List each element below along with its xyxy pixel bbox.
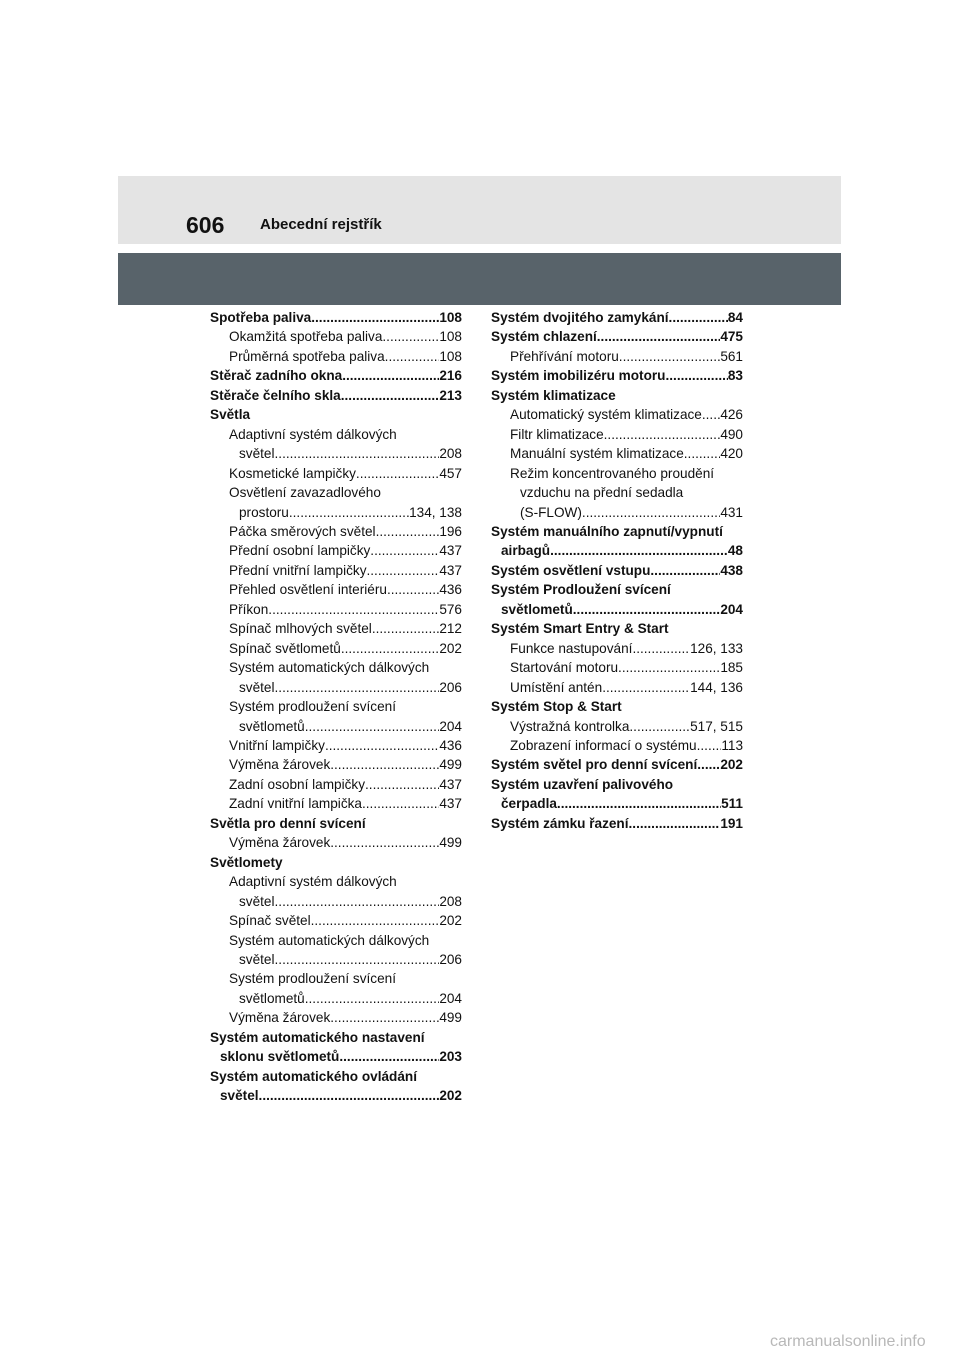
index-heading: Systém prodloužení svícení [229, 699, 396, 715]
dot-leader [629, 814, 721, 833]
page-reference: 202 [439, 640, 462, 656]
page-reference: 202 [439, 1088, 462, 1104]
page-reference: 113 [721, 737, 743, 753]
dot-leader [669, 308, 728, 327]
page-reference: 499 [439, 757, 462, 773]
index-term: Příkon [229, 601, 269, 617]
index-term: Zadní vnitřní lampička [229, 796, 362, 812]
index-entry [210, 1086, 462, 1105]
index-entry [491, 814, 743, 833]
dot-leader [665, 366, 727, 385]
page-reference: 202 [720, 757, 743, 773]
dot-leader [619, 347, 721, 366]
index-entry [210, 600, 462, 619]
index-entry [491, 717, 743, 736]
index-entry [210, 775, 462, 794]
dot-leader [339, 1047, 439, 1066]
page-reference: 576 [439, 601, 462, 617]
page-reference: 108 [439, 310, 462, 325]
index-entry [491, 308, 743, 327]
index-term: Umístění antén [510, 679, 603, 695]
dot-leader [330, 1008, 439, 1027]
index-term: světel [239, 893, 275, 909]
page-reference: 196 [439, 523, 462, 539]
page-reference: 436 [439, 582, 462, 598]
index-entry [491, 541, 743, 560]
index-term: Výměna žárovek [229, 757, 331, 773]
index-heading: Režim koncentrovaného proudění [510, 465, 715, 481]
page-reference: 48 [727, 543, 743, 559]
dot-leader [604, 425, 721, 444]
index-entry [210, 911, 462, 930]
dot-leader [632, 639, 690, 658]
index-entry [491, 561, 743, 580]
dot-leader [385, 347, 440, 366]
index-entry [491, 639, 743, 658]
index-term: Systém zámku řazení [491, 815, 629, 831]
page-reference: 437 [439, 796, 462, 812]
dot-leader [268, 600, 439, 619]
dot-leader [702, 405, 720, 424]
dot-leader [602, 678, 690, 697]
section-band [118, 253, 841, 305]
page-reference: 83 [727, 368, 743, 384]
dot-leader [387, 580, 439, 599]
page-reference: 185 [720, 660, 743, 676]
index-heading: Světla [210, 407, 251, 423]
dot-leader [330, 755, 439, 774]
index-entry [210, 503, 462, 522]
index-entry [210, 522, 462, 541]
page-reference: 126, 133 [690, 640, 743, 656]
page-reference: 203 [439, 1049, 462, 1065]
index-entry [210, 308, 462, 327]
dot-leader [356, 464, 439, 483]
dot-leader [573, 600, 721, 619]
index-entry [491, 347, 743, 366]
index-term: Systém osvětlení vstupu [491, 562, 651, 578]
index-term: Výměna žárovek [229, 835, 331, 851]
dot-leader [305, 717, 440, 736]
dot-leader [330, 833, 439, 852]
index-entry [491, 327, 743, 346]
index-entry [210, 639, 462, 658]
dot-leader [697, 755, 720, 774]
page-reference: 490 [720, 426, 743, 442]
index-term: Výměna žárovek [229, 1010, 331, 1026]
dot-leader [365, 775, 439, 794]
page-reference: 457 [439, 465, 462, 481]
index-heading: Systém automatických dálkových [229, 660, 430, 676]
index-term: Páčka směrových světel [229, 523, 376, 539]
index-heading: Systém Smart Entry & Start [491, 621, 669, 637]
index-entry [210, 327, 462, 346]
index-term: (S-FLOW) [520, 504, 582, 520]
index-term: Zobrazení informací o systému [510, 737, 697, 753]
index-entry [210, 580, 462, 599]
page-reference: 208 [439, 446, 462, 462]
index-column-right [491, 308, 743, 833]
dot-leader [341, 639, 439, 658]
page-reference: 561 [720, 348, 743, 364]
page-reference: 438 [720, 562, 743, 578]
index-entry [210, 1047, 462, 1066]
dot-leader [618, 658, 720, 677]
index-heading: Systém Stop & Start [491, 699, 622, 715]
index-entry [210, 619, 462, 638]
index-entry [210, 541, 462, 560]
index-entry [491, 678, 743, 697]
dot-leader [275, 892, 440, 911]
index-term: airbagů [501, 543, 551, 559]
index-entry [210, 347, 462, 366]
index-entry [210, 464, 462, 483]
index-heading: Systém manuálního zapnutí/vypnutí [491, 523, 723, 539]
index-heading: Adaptivní systém dálkových [229, 426, 397, 442]
page-reference: 431 [720, 504, 743, 520]
page-reference: 437 [439, 776, 462, 792]
index-entry [491, 794, 743, 813]
index-entry [210, 989, 462, 1008]
page-reference: 191 [720, 815, 743, 831]
index-entry [210, 366, 462, 385]
page-reference: 144, 136 [690, 679, 743, 695]
page-reference: 108 [439, 329, 462, 345]
index-term: Okamžitá spotřeba paliva [229, 329, 383, 345]
index-term: světel [239, 951, 275, 967]
index-entry [210, 950, 462, 969]
index-term: Stěrače čelního skla [210, 387, 341, 403]
index-entry [210, 678, 462, 697]
page-reference: 420 [720, 446, 743, 462]
page-reference: 108 [439, 348, 462, 364]
index-term: světel [220, 1088, 259, 1104]
index-term: světlometů [239, 718, 305, 734]
index-entry [491, 503, 743, 522]
page-reference: 499 [439, 835, 462, 851]
page-reference: 213 [439, 387, 462, 403]
page-reference: 212 [439, 621, 462, 637]
index-term: Spínač světlometů [229, 640, 341, 656]
page-reference: 436 [439, 737, 462, 753]
index-term: Přední vnitřní lampičky [229, 562, 367, 578]
index-heading: Světlomety [210, 854, 283, 870]
dot-leader [376, 522, 440, 541]
index-entry [491, 405, 743, 424]
index-heading: Systém prodloužení svícení [229, 971, 396, 987]
dot-leader [684, 444, 721, 463]
page-reference: 517, 515 [690, 718, 743, 734]
dot-leader [311, 911, 440, 930]
index-term: Průměrná spotřeba paliva [229, 348, 385, 364]
index-term: Přehled osvětlení interiéru [229, 582, 387, 598]
dot-leader [629, 717, 690, 736]
index-heading: Světla pro denní svícení [210, 815, 366, 831]
index-term: Manuální systém klimatizace [510, 446, 684, 462]
index-entry [491, 366, 743, 385]
dot-leader [550, 541, 728, 560]
dot-leader [557, 794, 721, 813]
dot-leader [289, 503, 409, 522]
index-term: světel [239, 679, 275, 695]
index-term: Přední osobní lampičky [229, 543, 371, 559]
index-term: Kosmetické lampičky [229, 465, 356, 481]
index-term: světel [239, 446, 275, 462]
index-term: prostoru [239, 504, 289, 520]
page-reference: 437 [439, 543, 462, 559]
page-reference: 437 [439, 562, 462, 578]
index-term: Vnitřní lampičky [229, 737, 325, 753]
dot-leader [362, 794, 439, 813]
index-term: Přehřívání motoru [510, 348, 619, 364]
index-entry [210, 717, 462, 736]
section-title: Abecední rejstřík [260, 216, 382, 233]
dot-leader [582, 503, 720, 522]
dot-leader [372, 619, 440, 638]
index-term: Spotřeba paliva [210, 310, 312, 325]
dot-leader [382, 327, 439, 346]
header-band [118, 176, 841, 244]
dot-leader [341, 386, 440, 405]
index-heading: Systém automatického nastavení [210, 1029, 425, 1045]
dot-leader [697, 736, 722, 755]
page-reference: 84 [727, 310, 743, 325]
index-entry [210, 1008, 462, 1027]
page-reference: 206 [439, 951, 462, 967]
index-entry [491, 425, 743, 444]
page-reference: 204 [439, 990, 462, 1006]
page-reference: 499 [439, 1010, 462, 1026]
dot-leader [305, 989, 440, 1008]
page-reference: 216 [439, 368, 462, 384]
page-reference: 202 [439, 913, 462, 929]
index-heading: Adaptivní systém dálkových [229, 874, 397, 890]
page-number: 606 [186, 212, 225, 238]
index-heading: Systém klimatizace [491, 387, 616, 403]
index-term: Výstražná kontrolka [510, 718, 630, 734]
index-entry [491, 755, 743, 774]
index-term: Systém imobilizéru motoru [491, 368, 666, 384]
index-term: Systém chlazení [491, 329, 597, 345]
dot-leader [370, 541, 439, 560]
index-term: Stěrač zadního okna [210, 368, 343, 384]
dot-leader [275, 950, 440, 969]
index-term: čerpadla [501, 796, 557, 812]
index-term: Automatický systém klimatizace [510, 407, 702, 423]
index-entry [210, 892, 462, 911]
index-term: Filtr klimatizace [510, 426, 604, 442]
index-term: Systém dvojitého zamykání [491, 310, 669, 325]
index-entry [491, 658, 743, 677]
index-entry [210, 833, 462, 852]
page-reference: 426 [720, 407, 743, 423]
dot-leader [325, 736, 439, 755]
index-heading: Systém automatických dálkových [229, 932, 430, 948]
page-reference: 206 [439, 679, 462, 695]
dot-leader [367, 561, 440, 580]
index-entry [210, 386, 462, 405]
index-heading: Systém automatického ovládání [210, 1068, 417, 1084]
watermark: carmanualsonline.info [770, 1333, 926, 1350]
index-term: Funkce nastupování [510, 640, 633, 656]
index-heading: Systém uzavření palivového [491, 776, 674, 792]
index-heading: Osvětlení zavazadlového [229, 485, 381, 501]
dot-leader [275, 678, 440, 697]
index-term: Startování motoru [510, 660, 619, 676]
dot-leader [275, 444, 440, 463]
page-reference: 204 [720, 601, 743, 617]
index-entry [210, 444, 462, 463]
index-term: světlometů [501, 601, 573, 617]
index-entry [491, 600, 743, 619]
page-reference: 511 [721, 796, 743, 812]
index-entry [491, 736, 743, 755]
index-term: Spínač světel [229, 913, 311, 929]
index-heading: vzduchu na přední sedadla [520, 485, 684, 501]
index-column-left [210, 308, 462, 1106]
page-reference: 204 [439, 718, 462, 734]
dot-leader [650, 561, 720, 580]
index-term: Spínač mlhových světel [229, 621, 372, 637]
index-term: světlometů [239, 990, 305, 1006]
dot-leader [259, 1086, 440, 1105]
index-term: Zadní osobní lampičky [229, 776, 366, 792]
index-entry [210, 561, 462, 580]
index-term: Systém světel pro denní svícení [491, 757, 698, 773]
index-entry [491, 444, 743, 463]
index-entry [210, 755, 462, 774]
dot-leader [342, 366, 439, 385]
page-reference: 134, 138 [409, 504, 462, 520]
dot-leader [597, 327, 721, 346]
dot-leader [311, 308, 439, 327]
index-entry [210, 736, 462, 755]
page-reference: 475 [720, 329, 743, 345]
index-entry [210, 794, 462, 813]
page-reference: 208 [439, 893, 462, 909]
index-heading: Systém Prodloužení svícení [491, 582, 671, 598]
index-term: sklonu světlometů [220, 1049, 340, 1065]
